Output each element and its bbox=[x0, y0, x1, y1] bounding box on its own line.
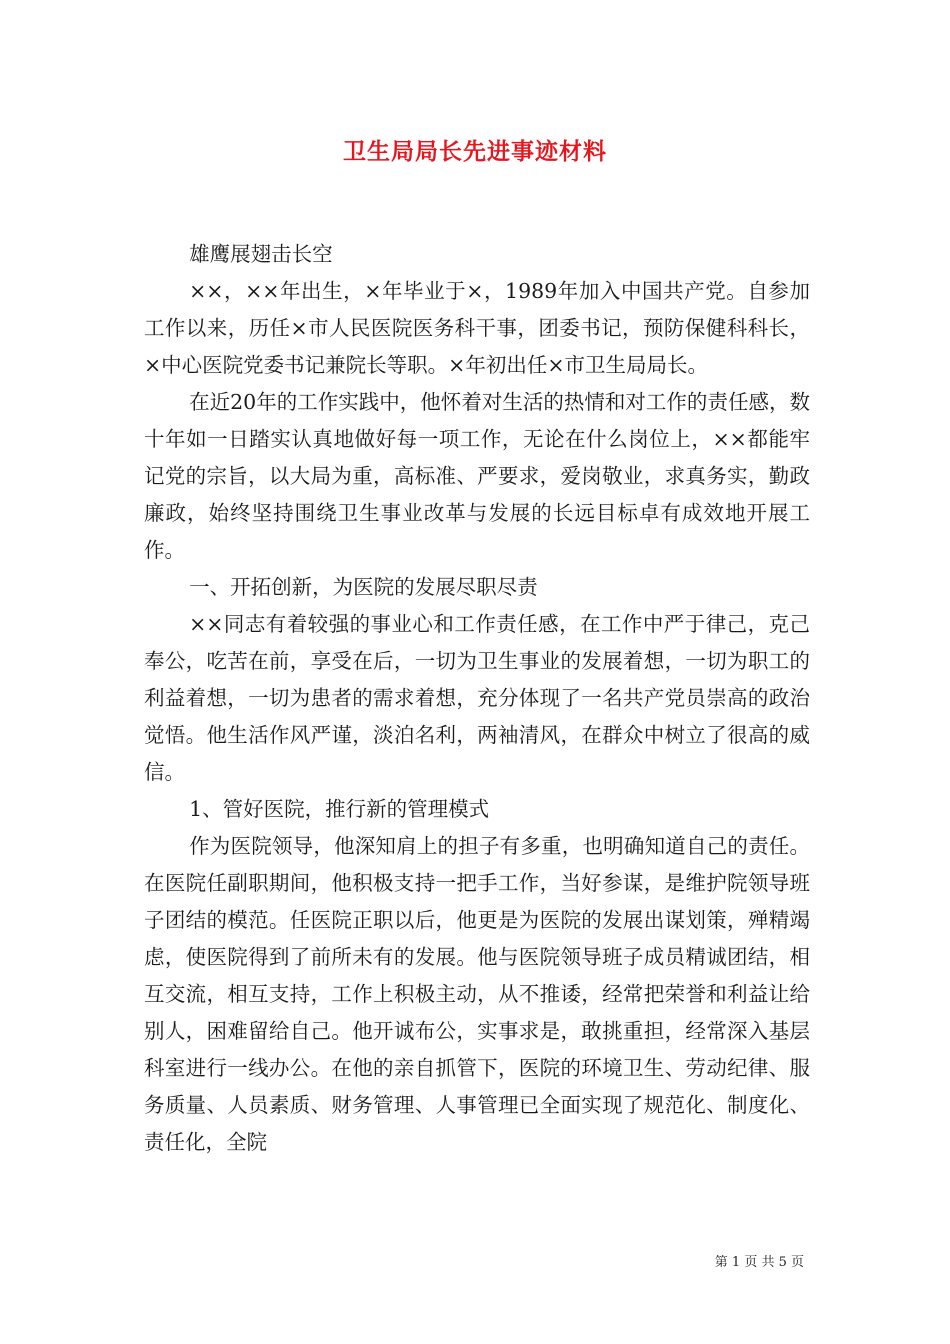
paragraph-intro: ××，××年出生，×年毕业于×，1989年加入中国共产党。自参加工作以来，历任×市人民医院医务科干事，团委书记，预防保健科科长，×中心医院党委书记兼院长等职。×年初出任×市卫生局局长。 bbox=[144, 279, 810, 377]
paragraph-character: ××同志有着较强的事业心和工作责任感，在工作中严于律己，克己奉公，吃苦在前，享受在后，一切为卫生事业的发展着想，一切为职工的利益着想，一切为患者的需求着想，充分体现了一名共产党员崇高的政治觉悟。他生活作风严谨，淡泊名利，两袖清风，在群众中树立了很高的威信。 bbox=[144, 612, 810, 784]
page-number: 第 1 页 共 5 页 bbox=[714, 1255, 804, 1270]
paragraph-career: 在近20年的工作实践中，他怀着对生活的热情和对工作的责任感，数十年如一日踏实认真地做好每一项工作，无论在什么岗位上，××都能牢记党的宗旨，以大局为重，高标准、严要求，爱岗敬业，求真务实，勤政廉政，始终坚持围绕卫生事业改革与发展的长远目标卓有成效地开展工作。 bbox=[144, 390, 810, 562]
document-body bbox=[144, 236, 810, 1161]
section-heading-1: 一、开拓创新，为医院的发展尽职尽责 bbox=[189, 575, 538, 599]
paragraph-management: 作为医院领导，他深知肩上的担子有多重，也明确知道自己的责任。在医院任副职期间，他积极支持一把手工作，当好参谋，是维护院领导班子团结的模范。任医院正职以后，他更是为医院的发展出谋划策，殚精竭虑，使医院得到了前所未有的发展。他与医院领导班子成员精诚团结，相互交流，相互支持，工作上积极主动，从不推诿，经常把荣誉和利益让给别人，困难留给自己。他开诚布公，实事求是，敢挑重担，经常深入基层科室进行一线办公。在他的亲自抓管下，医院的环境卫生、劳动纪律、服务质量、人员素质、财务管理、人事管理已全面实现了规范化、制度化、责任化，全院 bbox=[144, 834, 810, 1154]
subsection-heading-1: 1、管好医院，推行新的管理模式 bbox=[189, 797, 490, 821]
document-subtitle: 雄鹰展翅击长空 bbox=[189, 242, 333, 266]
document-title: 卫生局局长先进事迹材料 bbox=[343, 138, 607, 165]
